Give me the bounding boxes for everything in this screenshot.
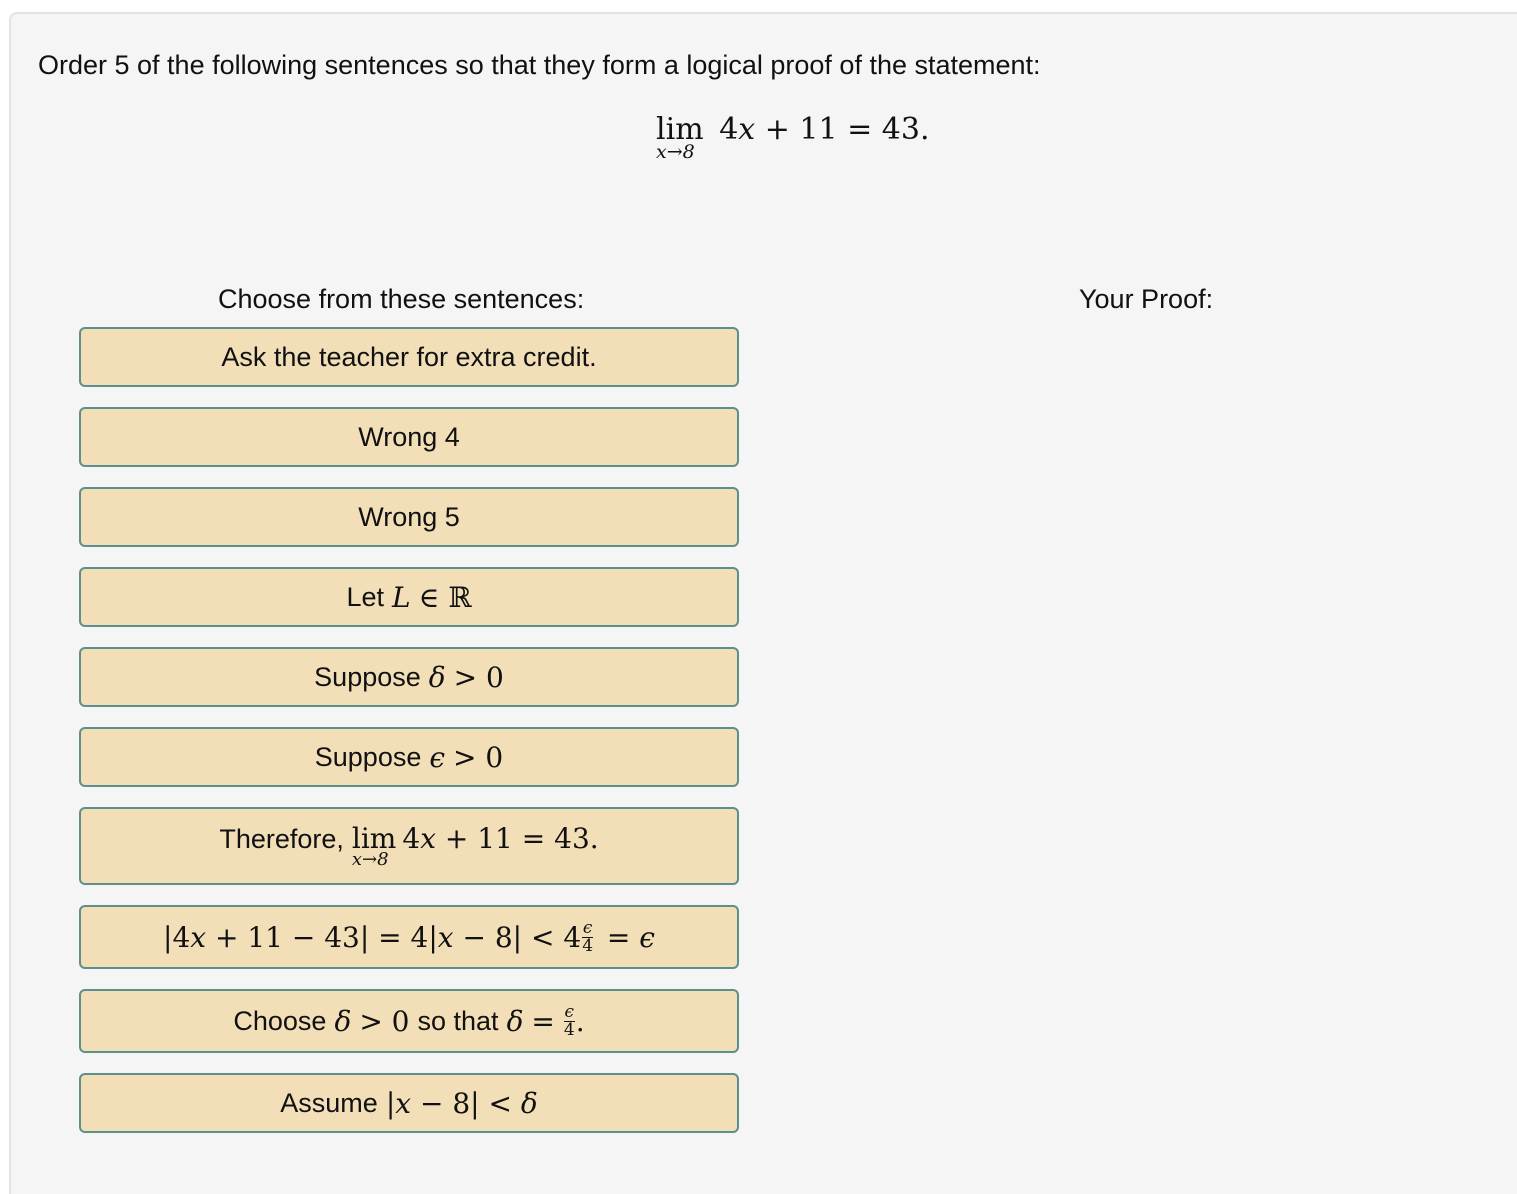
lim-text: lim <box>656 112 704 147</box>
card-text: Therefore, <box>219 823 344 854</box>
card-text: Suppose <box>314 741 422 772</box>
sentence-card-suppose-epsilon[interactable] <box>79 727 739 787</box>
card-math-rest: + 11 = 43. <box>435 821 599 855</box>
proof-drop-zone[interactable] <box>801 334 1491 1154</box>
lim-text: lim <box>351 821 397 855</box>
card-text: Wrong 4 <box>358 421 460 452</box>
limit-operator <box>656 112 704 163</box>
instructions-text: Order 5 of the following sentences so that they form a logical proof of the statement: <box>38 50 1041 80</box>
sentence-card-suppose-delta[interactable] <box>79 647 739 707</box>
card-text: Let <box>346 581 385 612</box>
card-math-var: x <box>420 821 436 855</box>
card-math-period: . <box>575 1004 585 1038</box>
card-math-rest: > 0 <box>453 660 504 694</box>
card-math-var: x <box>190 920 207 954</box>
sentence-card-assume[interactable] <box>79 1073 739 1133</box>
sentence-card-wrong-5[interactable] <box>79 487 739 547</box>
card-math-part: − 8| < 4 <box>453 920 582 954</box>
card-math-var: x <box>395 1086 412 1120</box>
card-math-rest: > 0 <box>453 740 504 774</box>
proof-heading: Your Proof: <box>1079 284 1214 314</box>
card-text: Wrong 5 <box>358 501 460 532</box>
card-math-epsilon: ϵ <box>429 740 446 774</box>
proof-statement <box>656 112 930 163</box>
card-math-part: |4 <box>163 920 191 954</box>
limit-subscript: x→8 <box>656 141 695 163</box>
sentence-card-inequality-chain[interactable] <box>79 905 739 969</box>
choose-heading: Choose from these sentences: <box>218 284 585 314</box>
card-math-real: ∈ ℝ <box>418 580 472 614</box>
card-math-var: x <box>437 920 454 954</box>
card-math-part: = <box>598 920 640 954</box>
card-math-part: + 11 − 43| = 4| <box>206 920 438 954</box>
card-text: so that <box>417 1005 499 1036</box>
card-math-delta: δ <box>506 1004 524 1038</box>
question-panel <box>9 12 1517 1194</box>
sentence-card-wrong-4[interactable] <box>79 407 739 467</box>
card-text: Ask the teacher for extra credit. <box>221 341 597 372</box>
sentence-card-therefore-limit[interactable] <box>79 807 739 885</box>
card-math-epsilon: ϵ <box>639 920 655 954</box>
card-math-delta: δ <box>520 1086 538 1120</box>
card-math-delta: δ <box>428 660 446 694</box>
limit-subscript: x→8 <box>351 848 389 870</box>
fraction-denominator: 4 <box>563 1019 575 1040</box>
card-math-equals: = <box>531 1004 555 1038</box>
fraction-numerator: ϵ <box>582 917 593 938</box>
fraction-denominator: 4 <box>582 935 594 956</box>
card-fraction <box>581 917 594 956</box>
sentence-card-extra-credit[interactable] <box>79 327 739 387</box>
card-math-part: | <box>385 1086 396 1120</box>
card-text: Suppose <box>314 661 421 692</box>
limit-operator <box>351 821 397 870</box>
card-math-coef: 4 <box>402 821 421 855</box>
card-math-part: > 0 <box>359 1004 410 1038</box>
card-text: Choose <box>233 1005 327 1036</box>
card-fraction <box>563 1001 576 1040</box>
sentence-card-let-l[interactable] <box>79 567 739 627</box>
card-math-delta: δ <box>334 1004 352 1038</box>
card-math-part: − 8| < <box>411 1086 521 1120</box>
card-text: Assume <box>280 1087 378 1118</box>
statement-rest: + 11 = 43. <box>755 112 930 147</box>
card-math-l: L <box>392 580 411 614</box>
statement-coefficient: 4 <box>719 112 739 147</box>
sentence-card-choose-delta[interactable] <box>79 989 739 1053</box>
statement-variable: x <box>738 112 756 147</box>
fraction-numerator: ϵ <box>564 1001 575 1022</box>
